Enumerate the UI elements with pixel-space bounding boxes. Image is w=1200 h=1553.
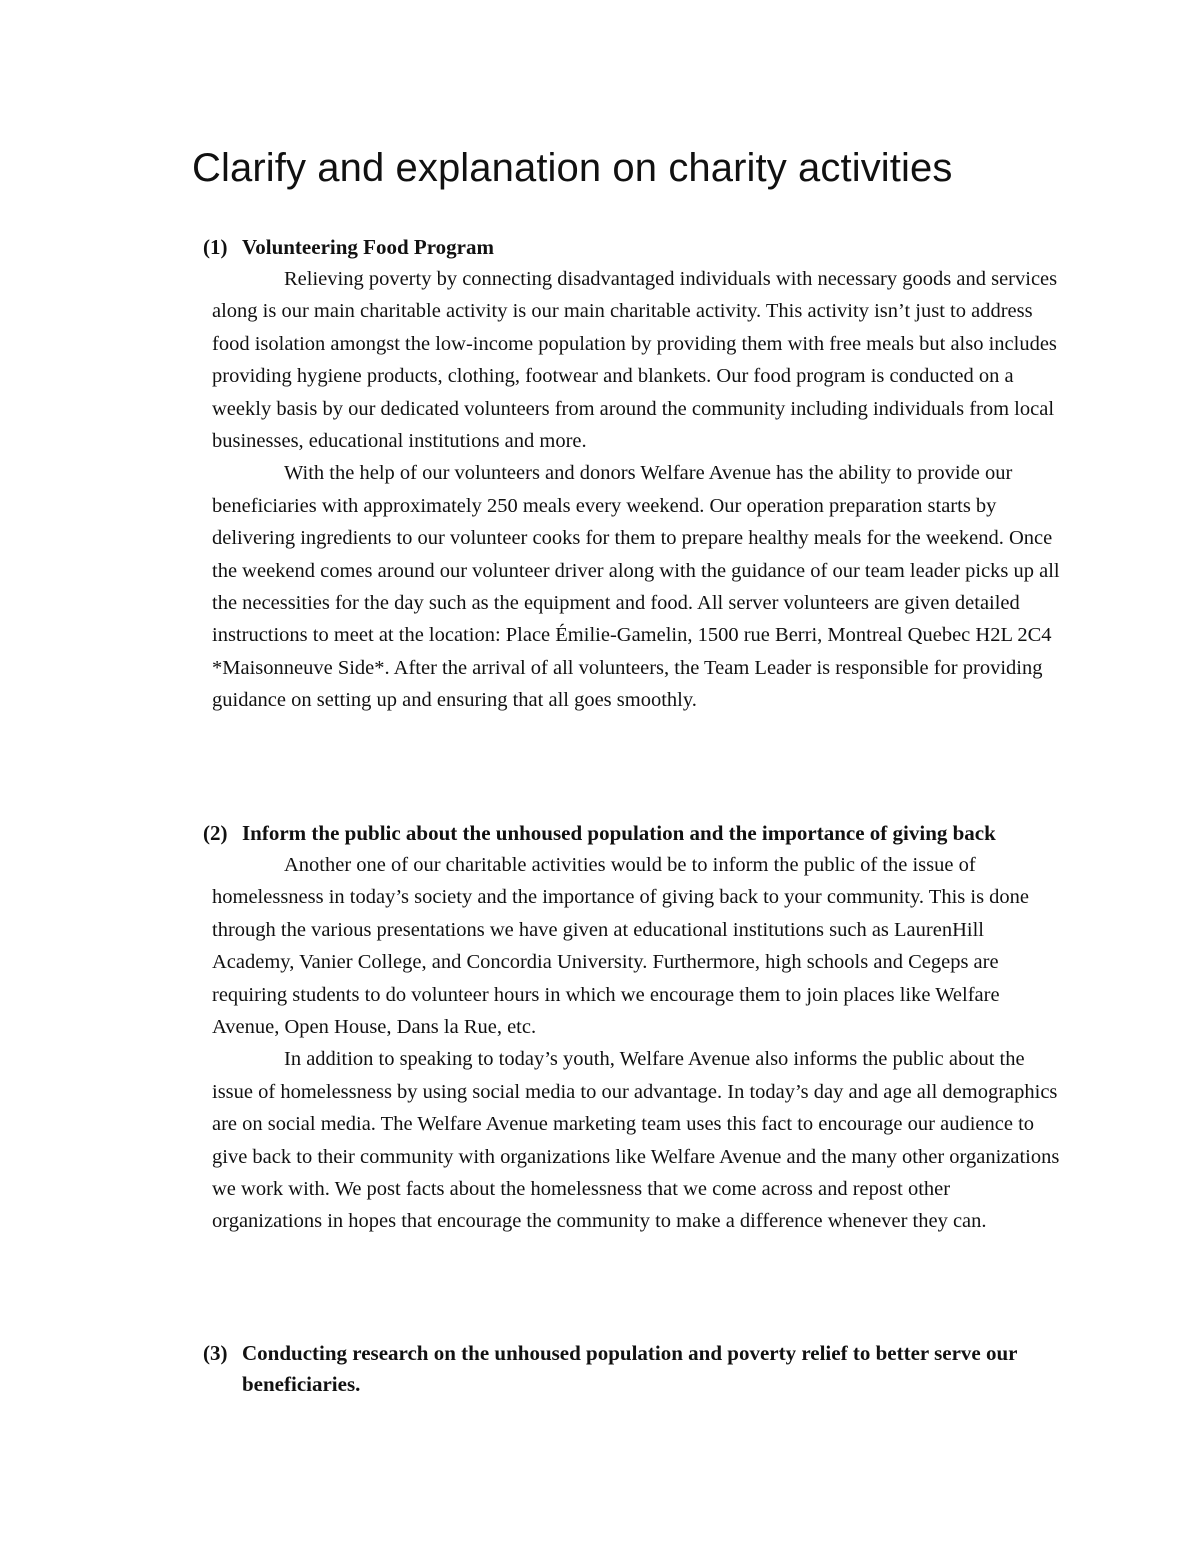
section-conducting-research: [0, 1338, 1200, 1400]
section-inform-the-public: [0, 818, 1200, 1238]
section-volunteering-food-program: [0, 232, 1200, 717]
section-heading-text: Volunteering Food Program: [242, 235, 494, 259]
paragraph: With the help of our volunteers and donors Welfare Avenue has the ability to provide our beneficiaries with approximately 250 meals every weekend. Our operation preparation starts by delivering ingredients to our volunteer cooks for them to prepare healthy meals for the weekend. Once the weekend comes around our volunteer driver along with the guidance of our team leader picks up all the necessities for the day such as the equipment and food. All server volunteers are given detailed instructions to meet at the location: Place Émilie-Gamelin, 1500 rue Berri, Montreal Quebec H2L 2C4 *Maisonneuve Side*. After the arrival of all volunteers, the Team Leader is responsible for providing guidance on setting up and ensuring that all goes smoothly.: [212, 462, 1060, 712]
section-heading: [0, 232, 1052, 263]
page-title: Clarify and explanation on charity activities: [192, 146, 953, 190]
section-heading: [0, 1338, 1052, 1400]
section-number: (2): [203, 821, 228, 845]
section-heading-text: Inform the public about the unhoused population and the importance of giving back: [242, 821, 996, 845]
section-number: (1): [203, 235, 228, 259]
paragraph: In addition to speaking to today’s youth, Welfare Avenue also informs the public about the issue of homelessness by using social media to our advantage. In today’s day and age all demographics are on social media. The Welfare Avenue marketing team uses this fact to encourage our audience to give back to their community with organizations like Welfare Avenue and the many other organizations we work with. We post facts about the homelessness that we come across and repost other organizations in hopes that encourage the community to make a difference whenever they can.: [212, 1048, 1060, 1233]
paragraph: Relieving poverty by connecting disadvantaged individuals with necessary goods and services along is our main charitable activity is our main charitable activity. This activity isn’t just to address food isolation amongst the low-income population by providing them with free meals but also includes providing hygiene products, clothing, footwear and blankets. Our food program is conducted on a weekly basis by our dedicated volunteers from around the community including individuals from local businesses, educational institutions and more.: [212, 268, 1058, 453]
section-number: (3): [203, 1341, 228, 1365]
section-heading: [0, 818, 1052, 849]
section-heading-text: Conducting research on the unhoused population and poverty relief to better serve our beneficiaries.: [242, 1341, 1018, 1396]
paragraph: Another one of our charitable activities would be to inform the public of the issue of homelessness in today’s society and the importance of giving back to your community. This is done through the various presentations we have given at educational institutions such as LaurenHill Academy, Vanier College, and Concordia University. Furthermore, high schools and Cegeps are requiring students to do volunteer hours in which we encourage them to join places like Welfare Avenue, Open House, Dans la Rue, etc.: [212, 854, 1030, 1039]
